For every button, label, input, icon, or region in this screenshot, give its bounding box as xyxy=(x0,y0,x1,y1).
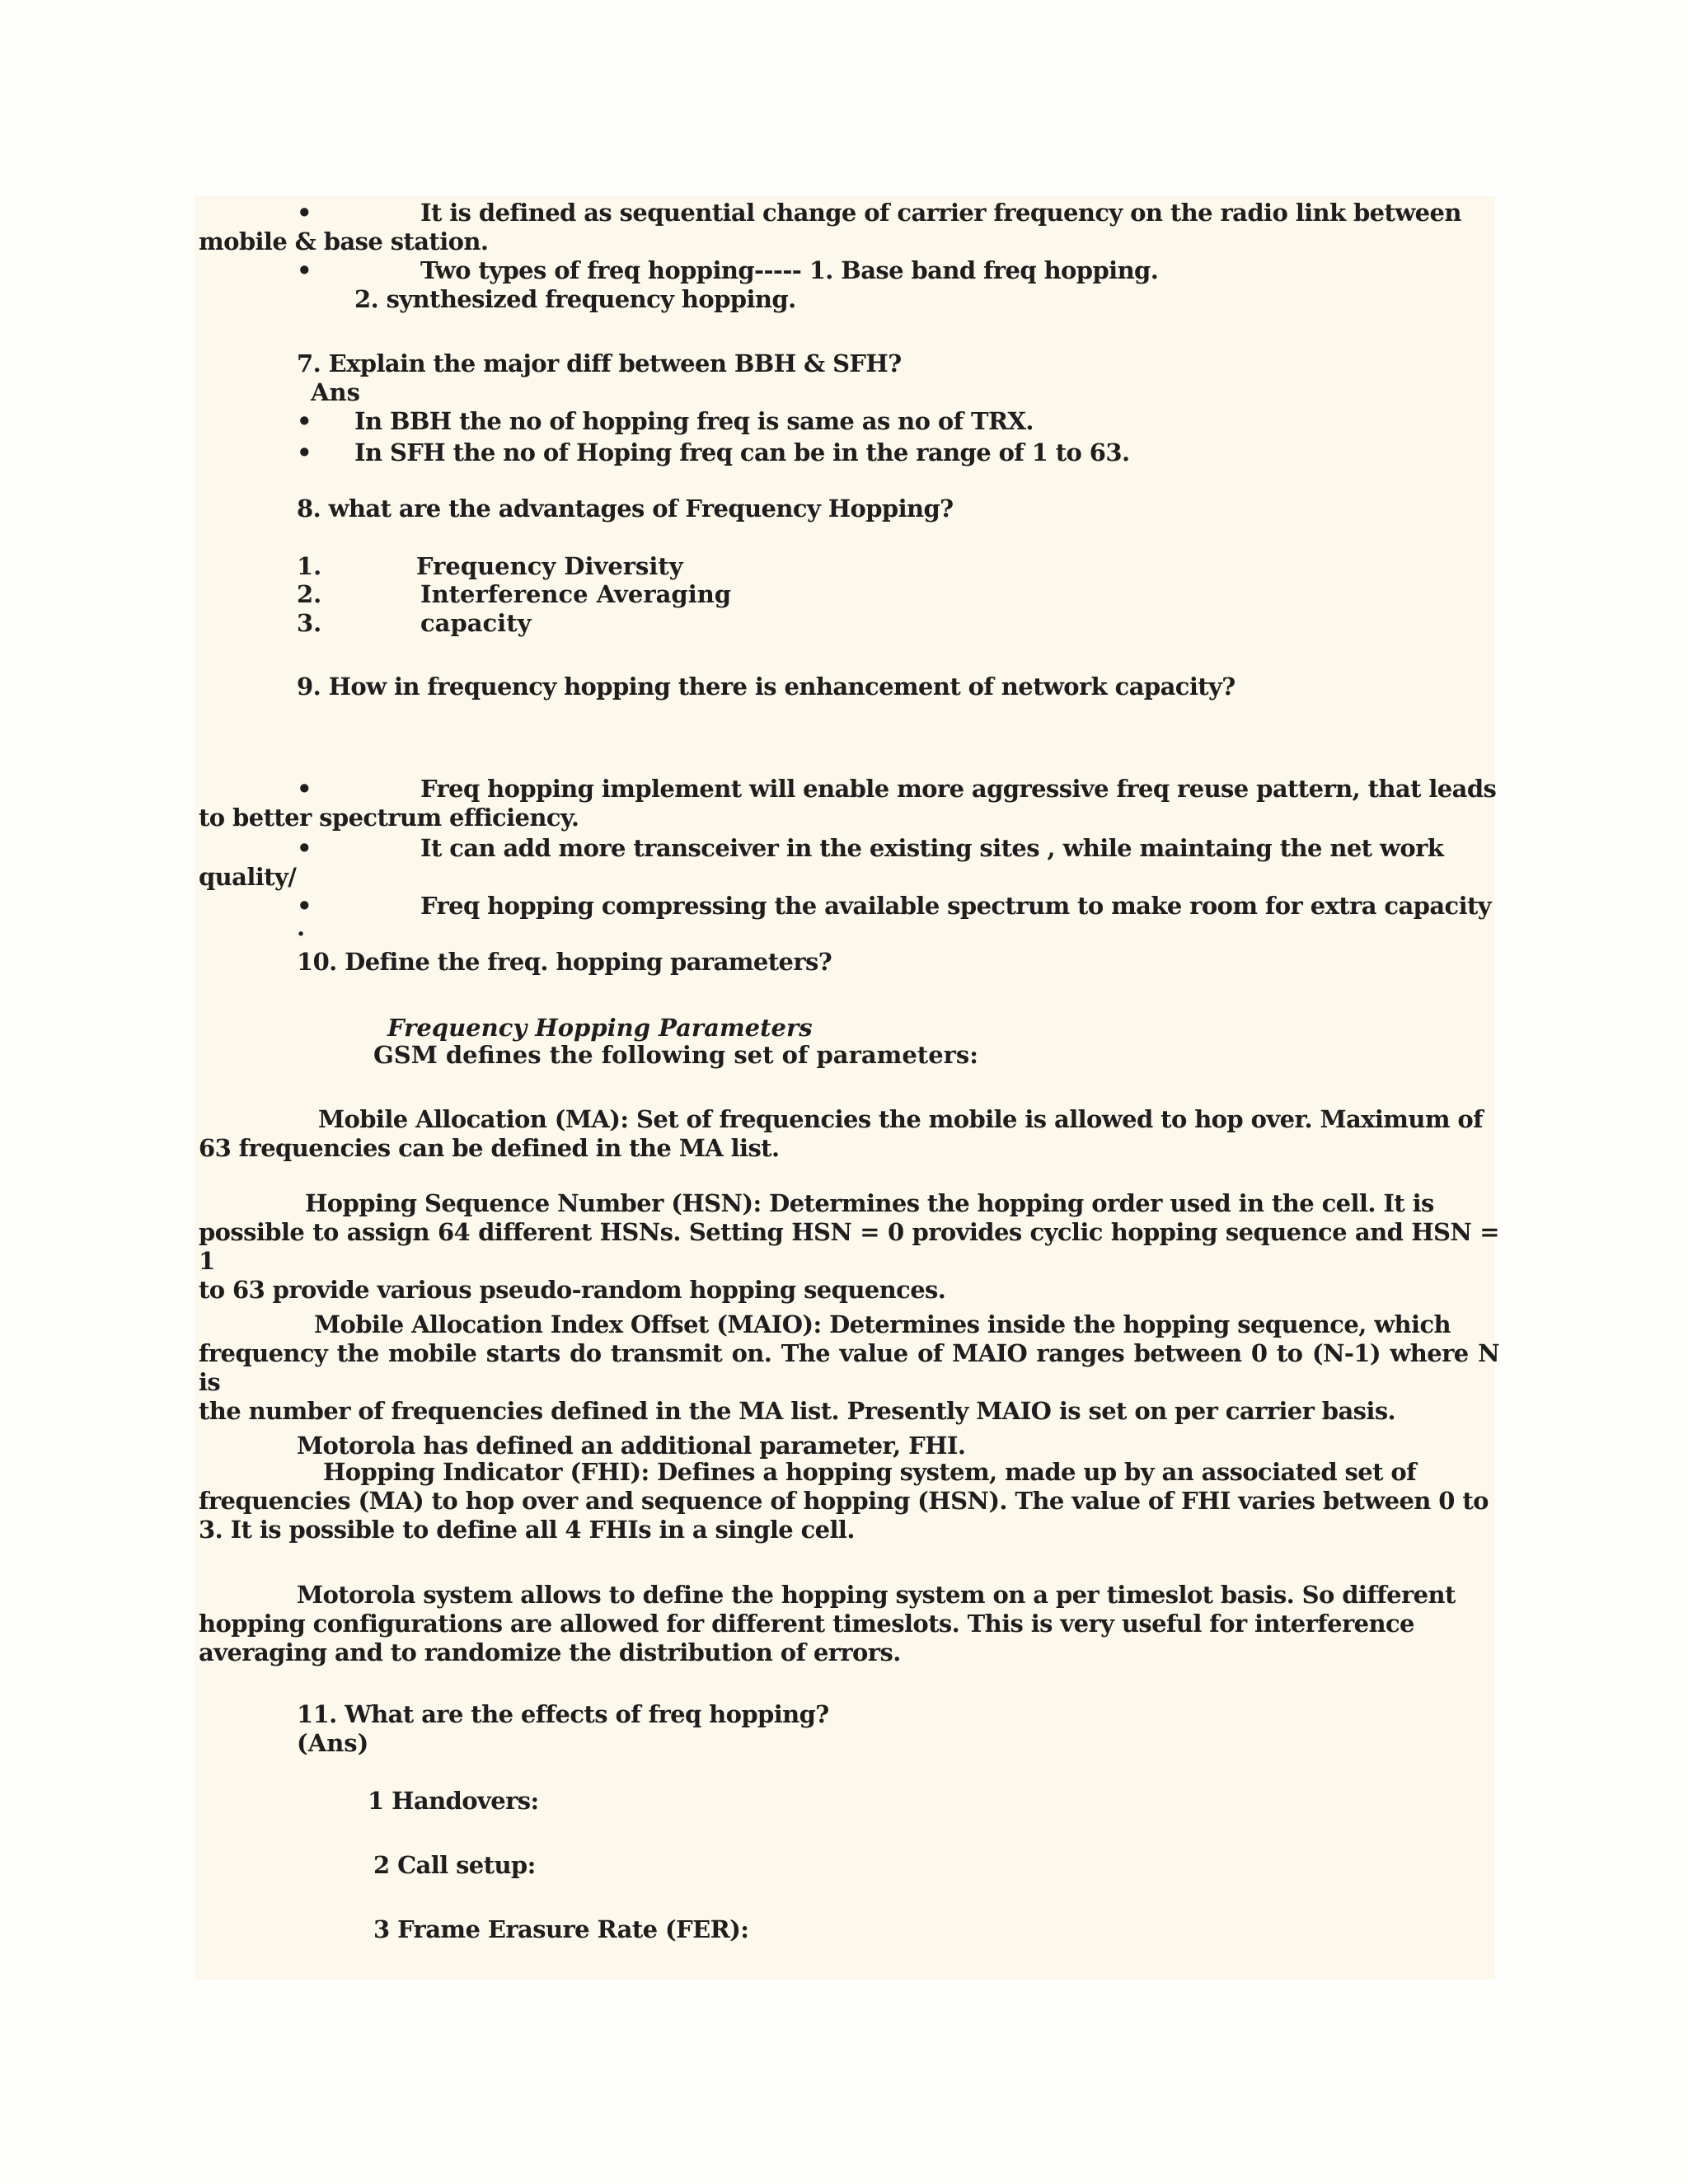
paragraph-line: 3. It is possible to define all 4 FHIs in a single cell. xyxy=(199,1516,855,1544)
stray-period: . xyxy=(297,913,306,941)
list-number: 2. xyxy=(297,580,322,608)
paragraph-line: frequency the mobile starts do transmit on. The value of MAIO ranges between 0 to (N-1) where N is xyxy=(199,1339,1499,1396)
paragraph-line: It is defined as sequential change of carrier frequency on the radio link between xyxy=(420,199,1461,227)
bullet: • xyxy=(297,256,312,284)
paragraph-line: frequencies (MA) to hop over and sequence of hopping (HSN). The value of FHI varies between 0 to xyxy=(199,1487,1489,1515)
bullet: • xyxy=(297,834,312,862)
paragraph-line: the number of frequencies defined in the MA list. Presently MAIO is set on per carrier basis. xyxy=(199,1397,1396,1425)
paragraph-line: Motorola has defined an additional parameter, FHI. xyxy=(297,1432,966,1460)
paragraph-line: quality/ xyxy=(199,863,297,891)
paragraph-line: Hopping Indicator (FHI): Defines a hopping system, made up by an associated set of xyxy=(323,1458,1417,1486)
paragraph-line: to better spectrum efficiency. xyxy=(199,804,579,832)
paragraph-line: GSM defines the following set of parameters: xyxy=(373,1041,978,1069)
list-item: 1 Handovers: xyxy=(368,1787,539,1815)
paragraph-line: 63 frequencies can be defined in the MA list. xyxy=(199,1134,780,1162)
paragraph-line: Hopping Sequence Number (HSN): Determines the hopping order used in the cell. It is xyxy=(305,1189,1434,1217)
list-item: 2 Call setup: xyxy=(373,1851,536,1879)
paragraph xyxy=(199,1105,1499,1163)
paragraph xyxy=(199,1310,1499,1426)
question-heading: 7. Explain the major diff between BBH & SFH? xyxy=(297,349,902,377)
paragraph-line: 2. synthesized frequency hopping. xyxy=(354,285,796,313)
answer-label: (Ans) xyxy=(297,1729,369,1757)
paragraph-line: mobile & base station. xyxy=(199,227,489,255)
bullet: • xyxy=(297,892,312,920)
paragraph-line: Freq hopping implement will enable more aggressive freq reuse pattern, that leads xyxy=(420,775,1497,803)
list-item: In SFH the no of Hoping freq can be in the range of 1 to 63. xyxy=(354,438,1130,466)
section-title: Frequency Hopping Parameters xyxy=(387,1014,813,1042)
paragraph-line: hopping configurations are allowed for different timeslots. This is very useful for interference xyxy=(199,1610,1414,1638)
list-item: Frequency Diversity xyxy=(416,552,683,580)
question-heading: 11. What are the effects of freq hopping? xyxy=(297,1700,829,1728)
paragraph-line: Two types of freq hopping----- 1. Base band freq hopping. xyxy=(420,256,1159,284)
question-heading: 10. Define the freq. hopping parameters? xyxy=(297,948,832,976)
list-number: 3. xyxy=(297,609,322,637)
paragraph xyxy=(199,1189,1499,1305)
paragraph-line: It can add more transceiver in the existing sites , while maintaing the net work xyxy=(420,834,1444,862)
paragraph-line: averaging and to randomize the distribution of errors. xyxy=(199,1638,901,1666)
list-item: capacity xyxy=(420,609,532,637)
paragraph-line: Mobile Allocation Index Offset (MAIO): Determines inside the hopping sequence, which xyxy=(314,1310,1451,1338)
list-item: Interference Averaging xyxy=(420,580,732,608)
paragraph-line: Freq hopping compressing the available spectrum to make room for extra capacity xyxy=(420,892,1492,920)
list-item: 3 Frame Erasure Rate (FER): xyxy=(373,1915,749,1943)
paragraph xyxy=(199,1458,1499,1544)
bullet: • xyxy=(297,438,312,466)
question-heading: 9. How in frequency hopping there is enhancement of network capacity? xyxy=(297,673,1236,701)
bullet: • xyxy=(297,775,312,803)
paragraph-line: to 63 provide various pseudo-random hopping sequences. xyxy=(199,1276,946,1304)
list-number: 1. xyxy=(297,552,322,580)
paragraph xyxy=(199,1581,1499,1667)
paragraph-line: possible to assign 64 different HSNs. Setting HSN = 0 provides cyclic hopping sequence and HSN = 1 xyxy=(199,1218,1499,1275)
question-heading: 8. what are the advantages of Frequency Hopping? xyxy=(297,494,954,523)
paragraph-line: Mobile Allocation (MA): Set of frequencies the mobile is allowed to hop over. Maximum of xyxy=(318,1105,1484,1133)
answer-label: Ans xyxy=(311,378,360,406)
bullet: • xyxy=(297,407,312,435)
paragraph-line: Motorola system allows to define the hopping system on a per timeslot basis. So different xyxy=(297,1581,1456,1609)
bullet: • xyxy=(297,199,312,227)
list-item: In BBH the no of hopping freq is same as no of TRX. xyxy=(354,407,1034,435)
